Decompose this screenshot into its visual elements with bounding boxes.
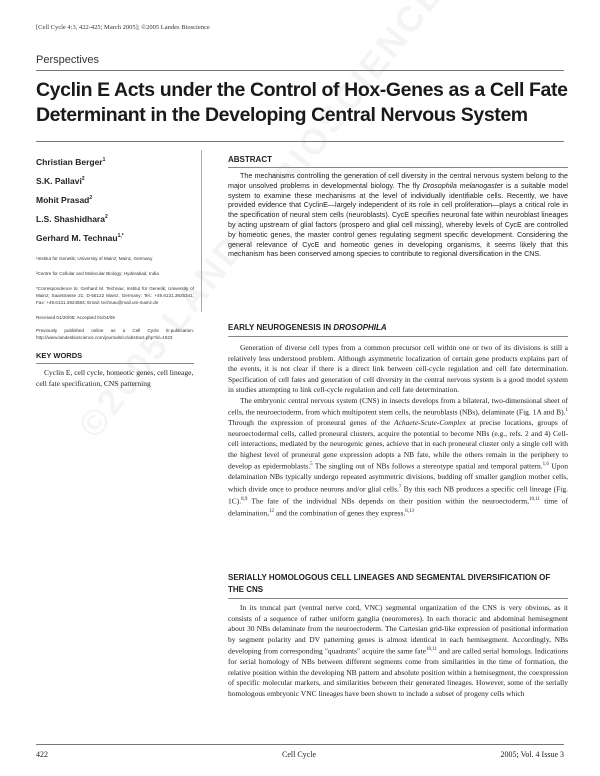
column-divider [201, 150, 202, 312]
issue-info: 2005; Vol. 4 Issue 3 [500, 750, 564, 759]
abstract-heading: ABSTRACT [228, 155, 568, 168]
author: Mohit Prasad$^2$ [36, 194, 93, 205]
received-dates: Received 01/20/05; Accepted 01/04/05 [36, 315, 115, 321]
journal-name: Cell Cycle [282, 750, 316, 759]
epub-info: Previously published online as a Cell Cycle E-publication: http://www.landesbioscience.com/journals/cc/abstract.php?id=1523 [36, 328, 194, 341]
author: S.K. Pallavi$^2$ [36, 175, 85, 186]
abstract-text: The mechanisms controlling the generation of cell diversity in the central nervous system belong to the major unsolved problems in developmental biology. The fly Drosophila melanogaster is a suitable model system to examine these mechanisms at the level of individually identifiable cells. Recently, we have provided evidence that CyclinE—largely independent of its role in cell proliferation—plays a critical role in the specification of neural stem cells (neuroblasts). CycE specifies neuronal fate within neuroblast lineages by acting upstream of glial factors (prospero and glial cell missing), whereby levels of CycE are controlled by homeotic genes, the master control genes regulating segment specific development. Considering the general relevance of CycE and homeotic genes in developing organisms, it seems likely that this mechanism has been conserved among species to contribute to regional diversification in the CNS. [228, 172, 568, 259]
paragraph: Generation of diverse cell types from a common precursor cell within one or two of its divisions is still a relatively less understood problem. Although asymmetric localization of certain gene products explains part of the events, it is not clear if there is a direct link between cell-cycle regulation and cell fate determination. Specification of cell fates and generation of cell diversity in the central nervous system is a good model system in studies attempting to link cell-cycle regulation and cell fate determination. [228, 343, 568, 394]
author-list [36, 152, 194, 247]
article-title: Cyclin E Acts under the Control of Hox-Genes as a Cell Fate Determinant in the Developing Central Nervous System [36, 79, 568, 126]
paragraph: In its truncal part (ventral nerve cord, VNC) segmental organization of the CNS is very obvious, as it consists of a sequence of rather uniform ganglia (neuromeres). In each thoracic and abdominal hemisegment about 30 NBs delaminate from the neuroectoderm. The Cartesian grid-like expression of positional information by segment polarity and DV patterning genes is almost identical in each hemisegment. Accordingly, NBs developing from corresponding "quadrants" acquire the same fate$^{10,11}$ and are called serial homologs. Indications for serial homology of NBs between different segments come from similarities in the time of formation, the relative position within the developing NB pattern and absolute position within a hemisegment, the coexpression of specific molecular markers, and similarities between their generated lineages. However, some of the serially homologous embryonic VNC lineages have been shown to include a subset of progeny cells which [228, 603, 568, 698]
page-number: 422 [36, 750, 48, 759]
author: Christian Berger$^1$ [36, 156, 106, 167]
section-heading-serial-homology: SERIALLY HOMOLOGOUS CELL LINEAGES AND SEGMENTAL DIVERSIFICATION OF THE CNS [228, 572, 568, 599]
affiliation-1: ¹Institut für Genetik; University of Mainz; Mainz, Germany [36, 256, 153, 262]
footer-rule [36, 744, 564, 745]
section-label: Perspectives [36, 54, 99, 66]
affiliation-2: ²Centre for Cellular and Molecular Biology; Hyderabad, India [36, 271, 159, 277]
correspondence: *Correspondence to: Gerhard M. Technau; Institut für Genetik; University of Mainz; Saarstrasse 21; D-55122 Mainz, Germany; Tel.: +49.6131.3925341; Fax: +49.6131.3924584; Email: technau@mail.uni-mainz.de [36, 286, 194, 306]
keywords-heading: KEY WORDS [36, 351, 194, 364]
section-body-early-neurogenesis [228, 343, 568, 519]
header-rule [36, 70, 564, 71]
keywords-text: Cyclin E, cell cycle, homeotic genes, cell lineage, cell fate specification, CNS patterning [36, 368, 194, 388]
section-heading-early-neurogenesis: EARLY NEUROGENESIS IN DROSOPHILA [228, 322, 568, 337]
title-rule [36, 141, 564, 142]
author: L.S. Shashidhara$^2$ [36, 213, 108, 224]
left-column [36, 152, 194, 389]
paragraph: The embryonic central nervous system (CNS) in insects develops from a bilateral, two-dimensional sheet of cells, the neuroectoderm, from which multipotent stem cells, the neuroblasts (NBs), delaminate (Fig. 1A and B).$^1$ Through the expression of proneural genes of the Achaete-Scute-Complex at precise locations, groups of neuroectodermal cells, called proneural clusters, acquire the potential to become NBs (e.g., refs. 2 and 4) Cell-cell interactions, mediated by the neurogenic genes, achieve that in each proneural cluster only a single cell with the highest level of proneural gene expression adopts a NB fate, while the others remain in the periphery to develop as epidermoblasts.$^5$ The singling out of NBs follows a stereotype spatial and temporal pattern.$^{1,6}$ Upon delamination NBs typically undergo repeated asymmetric divisions, budding off smaller ganglion mother cells, which divide once to produce neurons and/or glial cells.$^7$ By this each NB produces a specific cell lineage (Fig. 1C).$^{8,9}$ The fate of the individual NBs depends on their position within the neuroectoderm,$^{10,11}$ time of delamination,$^{12}$ and the combination of genes they express.$^{6,13}$ [228, 395, 569, 517]
author: Gerhard M. Technau$^{1,*}$ [36, 232, 124, 243]
section-body-serial-homology [228, 603, 568, 699]
journal-citation: [Cell Cycle 4:3, 422-425; March 2005]; ©2005 Landes Bioscience [36, 24, 210, 31]
